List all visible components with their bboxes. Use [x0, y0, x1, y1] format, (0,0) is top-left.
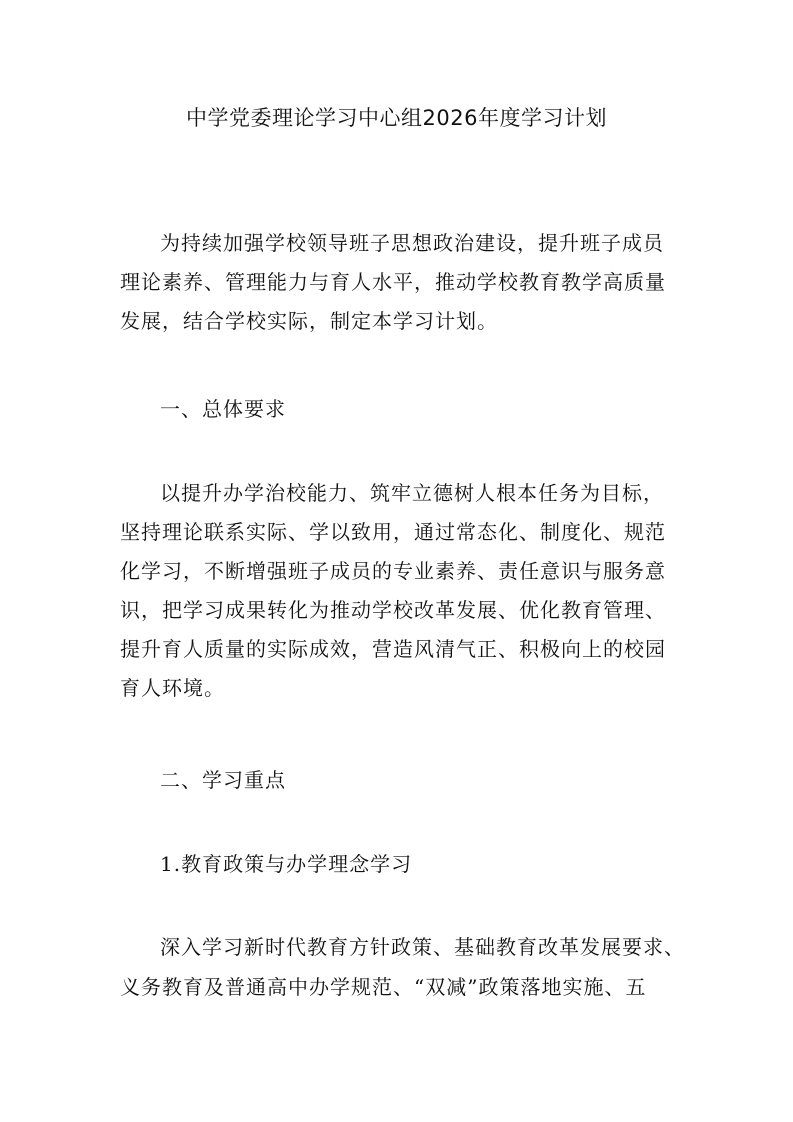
document-title: 中学党委理论学习中心组2026年度学习计划	[186, 106, 607, 130]
section-1-line-4: 识，把学习成果转化为推动学校改革发展、优化教育管理、	[120, 598, 666, 622]
intro-line-1: 为持续加强学校领导班子思想政治建设，提升班子成员	[160, 231, 664, 255]
section-1-line-2: 坚持理论联系实际、学以致用，通过常态化、制度化、规范	[120, 520, 666, 544]
section-1-line-6: 育人环境。	[120, 676, 225, 700]
section-2-line-1: 深入学习新时代教育方针政策、基础教育改革发展要求、	[160, 935, 685, 959]
section-2-subheading: 1.教育政策与办学理念学习	[160, 852, 413, 876]
section-2-heading: 二、学习重点	[160, 768, 286, 792]
section-1-line-5: 提升育人质量的实际成效，营造风清气正、积极向上的校园	[120, 637, 666, 661]
intro-line-3: 发展，结合学校实际，制定本学习计划。	[120, 309, 498, 333]
section-2-line-2: 义务教育及普通高中办学规范、“双减”政策落地实施、五	[120, 975, 647, 999]
section-1-heading: 一、总体要求	[160, 397, 286, 421]
section-1-line-1: 以提升办学治校能力、筑牢立德树人根本任务为目标，	[160, 481, 664, 505]
section-1-line-3: 化学习，不断增强班子成员的专业素养、责任意识与服务意	[120, 559, 666, 583]
intro-line-2: 理论素养、管理能力与育人水平，推动学校教育教学高质量	[120, 270, 666, 294]
